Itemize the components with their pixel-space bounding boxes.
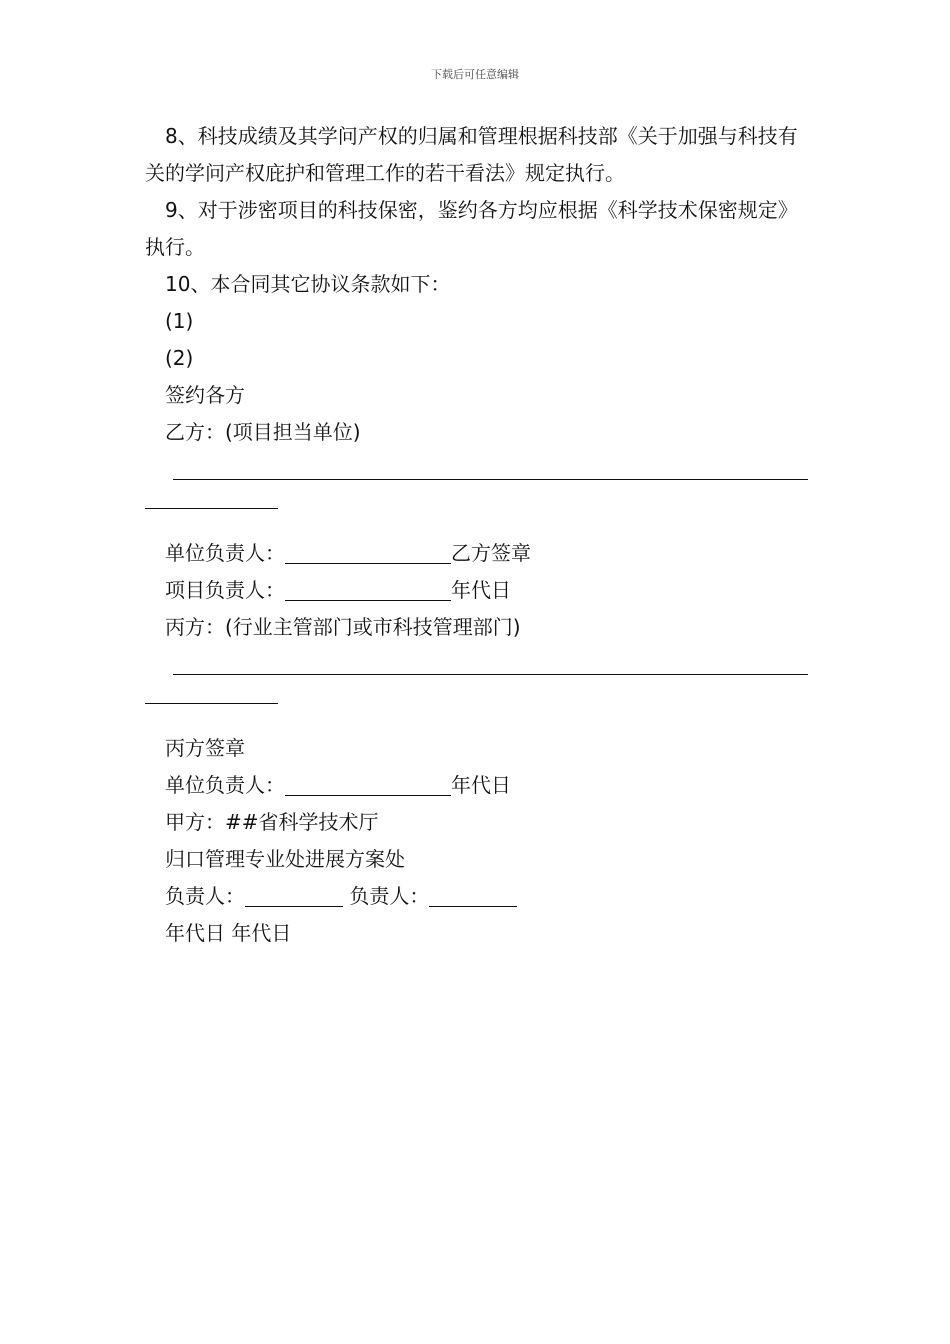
clause-item-2: (2) [165, 346, 194, 370]
document-body [145, 118, 810, 952]
party-a-label: 甲方：##省科学技术厅 [165, 810, 379, 834]
party-b-project-leader-blank[interactable] [285, 578, 451, 601]
party-c-seal: 丙方签章 [165, 736, 245, 760]
party-a-leader-2-blank[interactable] [429, 884, 517, 907]
clause-10: 10、本合同其它协议条款如下： [165, 272, 451, 296]
party-c-date: 年代日 [451, 773, 511, 797]
party-b-unit-leader-label: 单位负责人： [165, 541, 285, 565]
party-b-project-leader-label: 项目负责人： [165, 578, 285, 602]
party-c-unit-leader-row [145, 767, 810, 804]
party-a-leader-2-label: 负责人： [349, 884, 430, 908]
clause-8: 8、科技成绩及其学问产权的归属和管理根据科技部《关于加强与科技有关的学问产权庇护和管理工作的若干看法》规定执行。 [145, 124, 798, 185]
party-b-blank-line-cont [145, 488, 810, 525]
party-c-unit-leader-blank[interactable] [285, 773, 451, 796]
page-header: 下载后可任意编辑 [431, 68, 519, 81]
party-b-unit-leader-blank[interactable] [285, 541, 451, 564]
party-c-label: 丙方：(行业主管部门或市科技管理部门) [165, 615, 521, 639]
party-b-blank-line[interactable] [145, 451, 810, 488]
clause-item-1: (1) [165, 309, 194, 333]
party-a-dates: 年代日 年代日 [165, 921, 292, 945]
party-a-leader-1-label: 负责人： [165, 884, 245, 908]
signatories-title: 签约各方 [165, 383, 245, 407]
party-b-project-leader-row [145, 572, 810, 609]
party-c-blank-line[interactable] [145, 646, 810, 683]
party-b-label: 乙方：(项目担当单位) [165, 420, 361, 444]
party-b-date: 年代日 [451, 578, 511, 602]
party-b-seal: 乙方签章 [451, 541, 531, 565]
party-a-departments: 归口管理专业处进展方案处 [165, 847, 405, 871]
party-a-leader-1-blank[interactable] [245, 884, 343, 907]
clause-9: 9、对于涉密项目的科技保密，鉴约各方均应根据《科学技术保密规定》执行。 [145, 198, 798, 259]
party-c-blank-line-cont [145, 683, 810, 720]
party-a-leaders-row [145, 878, 810, 915]
party-b-unit-leader-row [145, 535, 810, 572]
party-c-unit-leader-label: 单位负责人： [165, 773, 285, 797]
